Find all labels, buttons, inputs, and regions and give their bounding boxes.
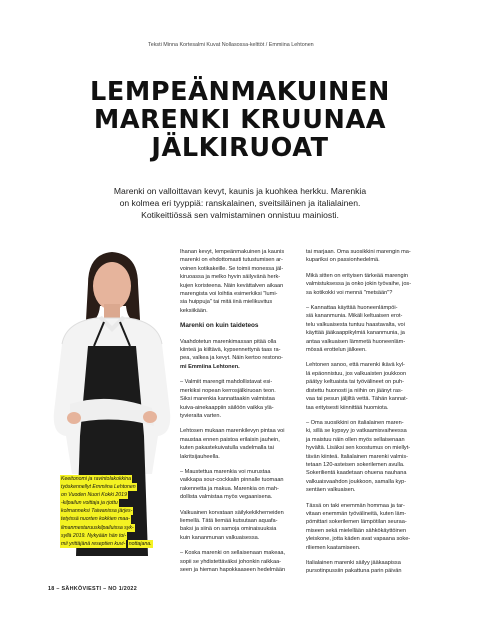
text-line: dollista valmistaa myös vegaanisena. (180, 494, 273, 501)
caption-line: -kilpailun voittaja ja rjottu (61, 500, 118, 507)
text-line: käyttää jääkaappikylmiä kananmunia, ja (306, 330, 405, 337)
text-line: kuiva-ainekaappiin säilöön vaikka ylä- (180, 404, 274, 411)
photo-caption (60, 475, 160, 548)
text-line: voinen kotikakeille. Se toimii monessa jäl- (180, 265, 284, 272)
text-line: kiruoassa ja melko hyvin säilyvänä herk- (180, 274, 281, 281)
text-line: sopii se yhdistettäväksi johonkin raikkaa- (180, 558, 282, 565)
text-line: valmistuksessa ja onko jokin työvaihe, jos- (306, 281, 412, 288)
text-line: rakennetta ja makua. Marenkia on mah- (180, 485, 279, 492)
page-footer: 18 – SÄHKÖVIESTI – NO 1/2022 (48, 586, 137, 592)
caption-line: kolmanneksi Taiwanissa järjes- (61, 508, 133, 515)
text-line: keksiikään. (180, 307, 208, 314)
text-line: kuten pakastekuivatulla vadelmalla tai (180, 445, 274, 452)
text-line: hyvältä. Lisäksi sen koostumus on miellyt- (306, 445, 411, 452)
text-line: päätyy keltuaista tai työvälineet on puh- (306, 379, 404, 386)
text-line: riliemen kaatamiseen. (306, 544, 361, 551)
caption-line: syllä 2019. Nykyään hän toi- (61, 532, 127, 539)
text-line: valkuaisvaahdon joukkoon, samalla kyp- (306, 478, 407, 485)
caption-line: Keeitonomi ja ravintolakokkina (61, 476, 132, 482)
text-line: Ihanan kevyt, lempeänmakuinen ja kaunis (180, 249, 285, 255)
text-line: tävän kiinteä. Italialainen marenki valmis- (306, 453, 408, 460)
text-line: pursotinpussiin pakattuna parin päivän (306, 568, 402, 575)
text-line: taa erityisesti kiinnittää huomiota. (306, 404, 389, 411)
text-line: tetaan 120-asteisen sokerilemen avulla. (306, 461, 405, 468)
text-line: Valkuainen korvataan säilykekikherneiden (180, 509, 284, 516)
text-line: sia huippuja" tai mitä iinä mielikuvitus (180, 299, 273, 306)
text-line: – Oma suosikkini on italialainen maren- (306, 419, 404, 426)
text-line: antaa valkuaisen lämmetä huoneenläm- (306, 338, 406, 345)
text-line: sentäen valkuaisen. (306, 487, 356, 494)
lede-line-2: on kolmea eri tyyppiä: ranskalainen, sveitsiläinen ja italialainen. (119, 197, 361, 208)
text-line: seen ja hieman hapokkaaseen hedelmään (180, 567, 286, 573)
text-line: mi Emmiina Lehtonen. (180, 363, 240, 370)
text-line: – Valmiit marengit mahdollistavat esi- (180, 379, 273, 386)
text-line: lä epäonnistuu, jos valkuaisten joukkoon (306, 370, 407, 377)
text-line: Sokerilientä kaadetaan ohuena nauhana (306, 470, 407, 477)
text-line: vaa tai pesun jäljiltä vettä. Tähän kannat- (306, 396, 408, 403)
headline (0, 78, 480, 162)
text-line: siä kananmunia. Mikäli keltuaisen erot- (306, 313, 403, 320)
text-line: pömittari sokerilemen lämpötilan seuraa- (306, 519, 407, 526)
text-line: Italialainen marenki säilyy jääkaapissa (306, 560, 401, 566)
subheading: Marenki on kuin taideteos (180, 322, 259, 330)
text-line: merkiksi nopean kerrosjälkiruoan teon. (180, 387, 276, 394)
headline-line-2: MARENKI KRUUNAA (93, 105, 387, 135)
text-line: Lehtonen sanoo, että marenki ikävä kyl- (306, 362, 405, 369)
credits-line: Teksti Minna Kortesalmi Kuvat Nollasossa-kelttöt / Emmiina Lehtonen (148, 42, 314, 48)
text-line: distettu huonosti ja niihin on jäänyt ras- (306, 387, 403, 394)
text-line: Lehtosen mukaan marenkilevyn pintaa voi (180, 428, 285, 435)
text-line: kiinteä ja kiiltävä, kypsennettynä taas ra- (180, 347, 281, 354)
text-line: kupariksi on passionhedelmä. (306, 257, 380, 264)
caption-line: työskennellyt Emmiina Lehtonen (61, 484, 136, 491)
text-line: marengista voi loihtia esimerkiksi "lumi- (180, 291, 278, 298)
lede (92, 186, 388, 221)
text-line: miseen sekä mielellään sähkökäyttöinen (306, 527, 407, 534)
headline-line-1: LEMPEÄNMAKUINEN (90, 77, 390, 107)
text-line: sa kotikokki voi mennä "metsään"? (306, 289, 393, 296)
text-line: Tässä on taki enemmän hommaa ja tar- (306, 502, 405, 509)
text-line: maustaa ennen paistoa erilaisin jauhein, (180, 436, 280, 443)
text-line: liemellä. Tätä liemää kutsutaan aquafa- (180, 517, 278, 524)
text-line: vitaan enemmän työvälineitä, kuten läm- (306, 510, 407, 517)
caption-line: nottajana. (128, 540, 152, 547)
caption-line: on Vuoden Nuori Kokki 2019 (61, 492, 127, 499)
text-line: vaikkapa sour-cockkalin pinnalle tuomaan (180, 477, 284, 484)
text-line: mössä erottelun jälkeen. (306, 347, 367, 354)
text-line: baksi ja siinä on samoja ominaisuuksia (180, 526, 277, 533)
text-line: Mikä sitten on erityisen tärkeää marengin (306, 272, 408, 279)
text-line: – Maustettua marenkia voi murustaa (180, 468, 271, 475)
body-column-2 (306, 241, 430, 583)
text-line: telu valkuaisesta tuntuu haastavalta, voi (306, 321, 405, 328)
text-line: – Kannattaa käyttää huoneenlämpöi- (306, 305, 398, 312)
caption-line: ilmanmestaruuskilpailuissa syk- (61, 524, 134, 531)
text-line: tai marjaan. Oma suosikkini marengin ma- (306, 249, 411, 255)
text-line: Siksi marenkia kannattaakin valmistaa (180, 396, 275, 403)
caption-line: tetyissä nuorten kokkien maa- (61, 516, 130, 523)
headline-line-3: JÄLKIRUOAT (151, 133, 329, 163)
text-line: yleiskone, jotta käden avat vapaana soke- (306, 536, 411, 543)
lede-line-3: Kotikeittiössä sen valmistaminen onnistuu mainiosti. (141, 209, 339, 220)
text-line: tyvieraita varten. (180, 412, 222, 419)
text-line: ja maistuu näin ollen myös sellaisenaan (306, 436, 405, 443)
caption-line: mii yrittäjänä reseptien kuvi- (61, 540, 126, 547)
text-line: ki, sillä se kypsyy jo vatkaamisvaiheessa (306, 428, 407, 435)
text-line: lakritsijauheella. (180, 453, 220, 460)
body-column-1 (180, 241, 298, 581)
text-line: marenki on ehdottomasti tutustumisen ar- (180, 257, 283, 264)
text-line: Vaahdotetun marenkimassan pitää olla (180, 338, 277, 345)
lede-line-1: Marenki on valloittavan kevyt, kaunis ja kuohkea herkku. Marenkia (113, 186, 367, 196)
text-line: kuin kananmunan valkuaisessa. (180, 534, 260, 541)
text-line: pea, valkea ja kevyt. Näin kertoo restono- (180, 355, 283, 362)
text-line: kujen koristeena. Näin kevättalven aikaan (180, 282, 284, 289)
text-line: – Koska marenki on sellaisenaan makeaa, (180, 550, 286, 557)
